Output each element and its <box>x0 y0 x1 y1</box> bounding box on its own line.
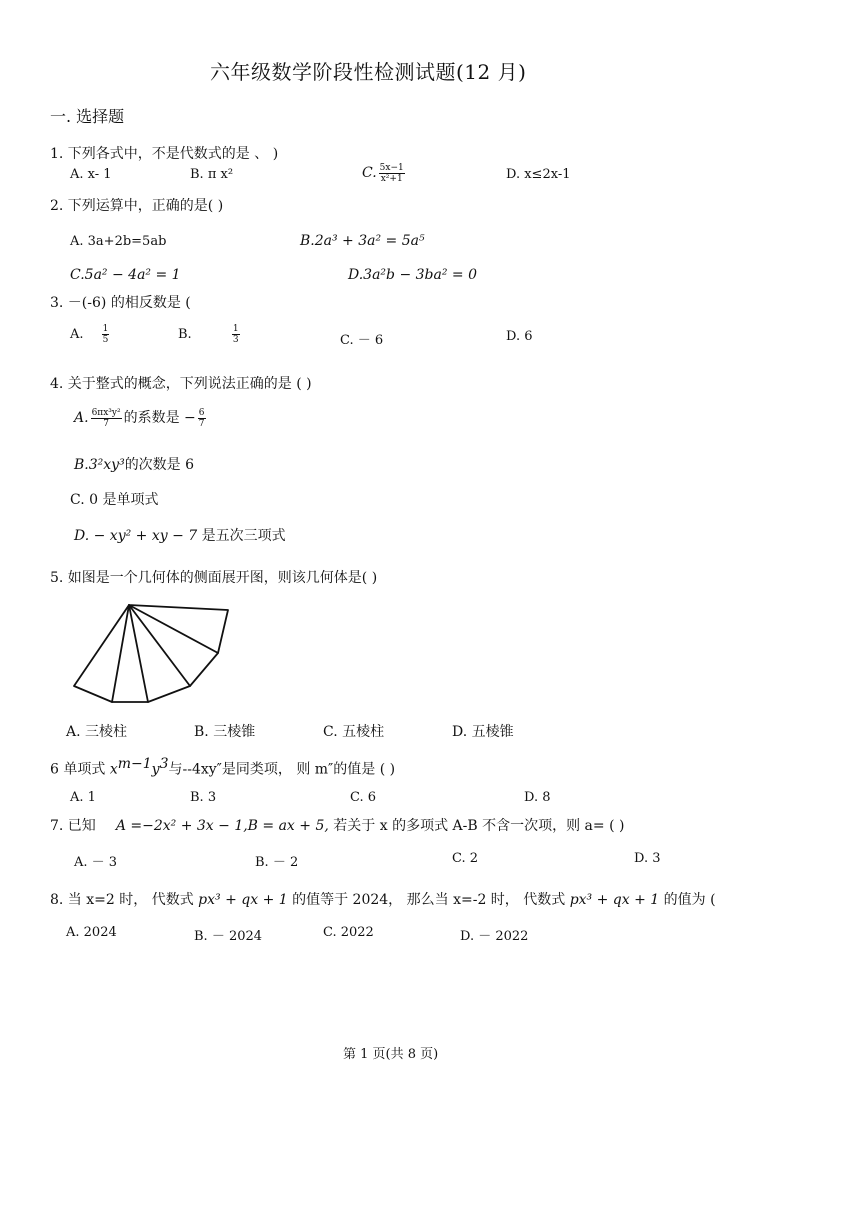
q3-option-d[interactable]: D. 6 <box>506 329 533 344</box>
net-edge-3 <box>129 605 148 702</box>
q2-stem: 2. 下列运算中，正确的是( ) <box>50 198 224 214</box>
q7-option-b[interactable]: B. － 2 <box>255 855 299 870</box>
q8-stem-math2: px³ + qx + 1 <box>569 892 660 908</box>
q4-option-d[interactable] <box>74 525 286 545</box>
q4-d-text: 是五次三项式 <box>197 528 286 544</box>
q3-option-c[interactable]: C. － 6 <box>340 333 384 348</box>
q6-option-b[interactable]: B. 3 <box>190 790 217 805</box>
q6-math-x: x <box>109 761 118 778</box>
q6-option-c[interactable]: C. 6 <box>350 790 377 805</box>
q8-option-c[interactable]: C. 2022 <box>323 925 374 940</box>
q1-option-d[interactable]: D. x≤2x-1 <box>506 167 571 182</box>
q4-a-denominator: 7 <box>103 418 109 429</box>
q4-a-prefix: A. <box>74 410 89 426</box>
q4-a-fraction <box>91 408 122 429</box>
q3-option-a[interactable] <box>70 324 111 345</box>
q3-stem: 3. －(-6) 的相反数是 ( <box>50 295 191 311</box>
q8-option-b[interactable]: B. － 2024 <box>194 929 263 944</box>
q2-option-d[interactable]: D.3a²b − 3ba² = 0 <box>348 267 478 283</box>
q7-stem-math: A =−2x² + 3x − 1,B = ax + 5, <box>115 818 329 834</box>
q6-math-exp2: 3 <box>159 756 169 772</box>
q3-b-fraction <box>232 324 240 345</box>
page-title: 六年级数学阶段性检测试题(12 月) <box>210 60 527 84</box>
q4-stem: 4. 关于整式的概念，下列说法正确的是 ( ) <box>50 376 312 392</box>
q6-math-y: y <box>151 761 160 778</box>
q8-option-a[interactable]: A. 2024 <box>66 925 117 940</box>
q6-stem-suffix: 与--4xy″是同类项， 则 m″的值是 ( ) <box>168 761 396 778</box>
net-edge-1 <box>129 605 218 653</box>
section-heading: 一. 选择题 <box>50 107 125 126</box>
q4-a-middle: 的系数是 − <box>123 410 196 426</box>
net-edge-4 <box>112 605 129 702</box>
q4-d-math: D. − xy² + xy − 7 <box>74 528 198 544</box>
q5-option-b[interactable]: B. 三棱锥 <box>194 724 256 740</box>
q4-a-denominator-2: 7 <box>198 418 205 429</box>
q3-a-label: A. <box>70 327 84 342</box>
q1-option-a[interactable]: A. x- 1 <box>70 167 112 182</box>
q5-option-c[interactable]: C. 五棱柱 <box>323 724 385 740</box>
q3-a-denominator: 5 <box>102 335 109 345</box>
q3-option-b[interactable] <box>178 324 242 345</box>
q7-stem-prefix: 7. 已知 <box>50 818 96 834</box>
q3-b-denominator: 3 <box>232 335 239 345</box>
page-footer: 第 1 页(共 8 页) <box>343 1047 439 1062</box>
q1-c-numerator: 5x−1 <box>379 163 404 173</box>
q6-stem-prefix: 6 单项式 <box>50 761 110 778</box>
q7-stem-suffix: 若关于 x 的多项式 A-B 不含一次项，则 a= ( ) <box>328 818 625 834</box>
q8-stem-math1: px³ + qx + 1 <box>198 892 288 908</box>
q3-a-numerator: 1 <box>102 324 109 334</box>
q6-math-exp1: m−1 <box>117 756 152 772</box>
q8-stem-part2: 的值等于 2024， 那么当 x=-2 时， 代数式 <box>287 892 570 908</box>
pyramid-net-figure <box>70 600 240 710</box>
q8-stem <box>50 889 716 909</box>
q4-option-c[interactable]: C. 0 是单项式 <box>70 492 159 508</box>
q5-stem: 5. 如图是一个几何体的侧面展开图，则该几何体是( ) <box>50 570 378 586</box>
q3-a-fraction <box>102 324 110 345</box>
q2-option-c[interactable]: C.5a² − 4a² = 1 <box>70 267 181 283</box>
q6-option-a[interactable]: A. 1 <box>70 790 96 805</box>
q4-option-a[interactable] <box>74 407 208 429</box>
q7-stem <box>50 815 624 835</box>
q8-option-d[interactable]: D. － 2022 <box>460 929 529 944</box>
q4-a-numerator-2: 6 <box>198 407 205 418</box>
q1-option-b[interactable]: B. π x² <box>190 167 234 182</box>
net-edge-2 <box>129 605 190 686</box>
q5-option-a[interactable]: A. 三棱柱 <box>66 724 128 740</box>
q3-b-numerator: 1 <box>232 324 239 334</box>
q1-c-prefix: C. <box>362 165 377 181</box>
q2-option-b[interactable]: B.2a³ + 3a² = 5a⁵ <box>300 233 425 249</box>
q4-b-math: B.3²xy³ <box>74 457 125 473</box>
q8-stem-part3: 的值为 ( <box>659 892 716 908</box>
q4-option-b[interactable] <box>74 454 194 474</box>
q8-stem-part1: 8. 当 x=2 时， 代数式 <box>50 892 199 908</box>
q4-b-text: 的次数是 6 <box>124 457 195 473</box>
q6-stem <box>50 756 395 779</box>
net-outline <box>74 605 228 702</box>
q7-option-c[interactable]: C. 2 <box>452 851 479 866</box>
q1-stem: 1. 下列各式中，不是代数式的是 、 ) <box>50 146 279 162</box>
q7-option-d[interactable]: D. 3 <box>634 851 661 866</box>
q1-c-denominator: x²+1 <box>380 174 403 184</box>
q7-option-a[interactable]: A. － 3 <box>74 855 118 870</box>
q1-option-c[interactable] <box>362 163 407 184</box>
q2-option-a[interactable]: A. 3a+2b=5ab <box>70 234 167 249</box>
q4-a-fraction-2 <box>198 408 206 429</box>
q4-a-numerator: 6πx³y² <box>91 407 121 418</box>
q5-option-d[interactable]: D. 五棱锥 <box>452 724 514 740</box>
q1-c-fraction <box>379 163 405 184</box>
q6-option-d[interactable]: D. 8 <box>524 790 551 805</box>
q3-b-label: B. <box>178 327 192 342</box>
